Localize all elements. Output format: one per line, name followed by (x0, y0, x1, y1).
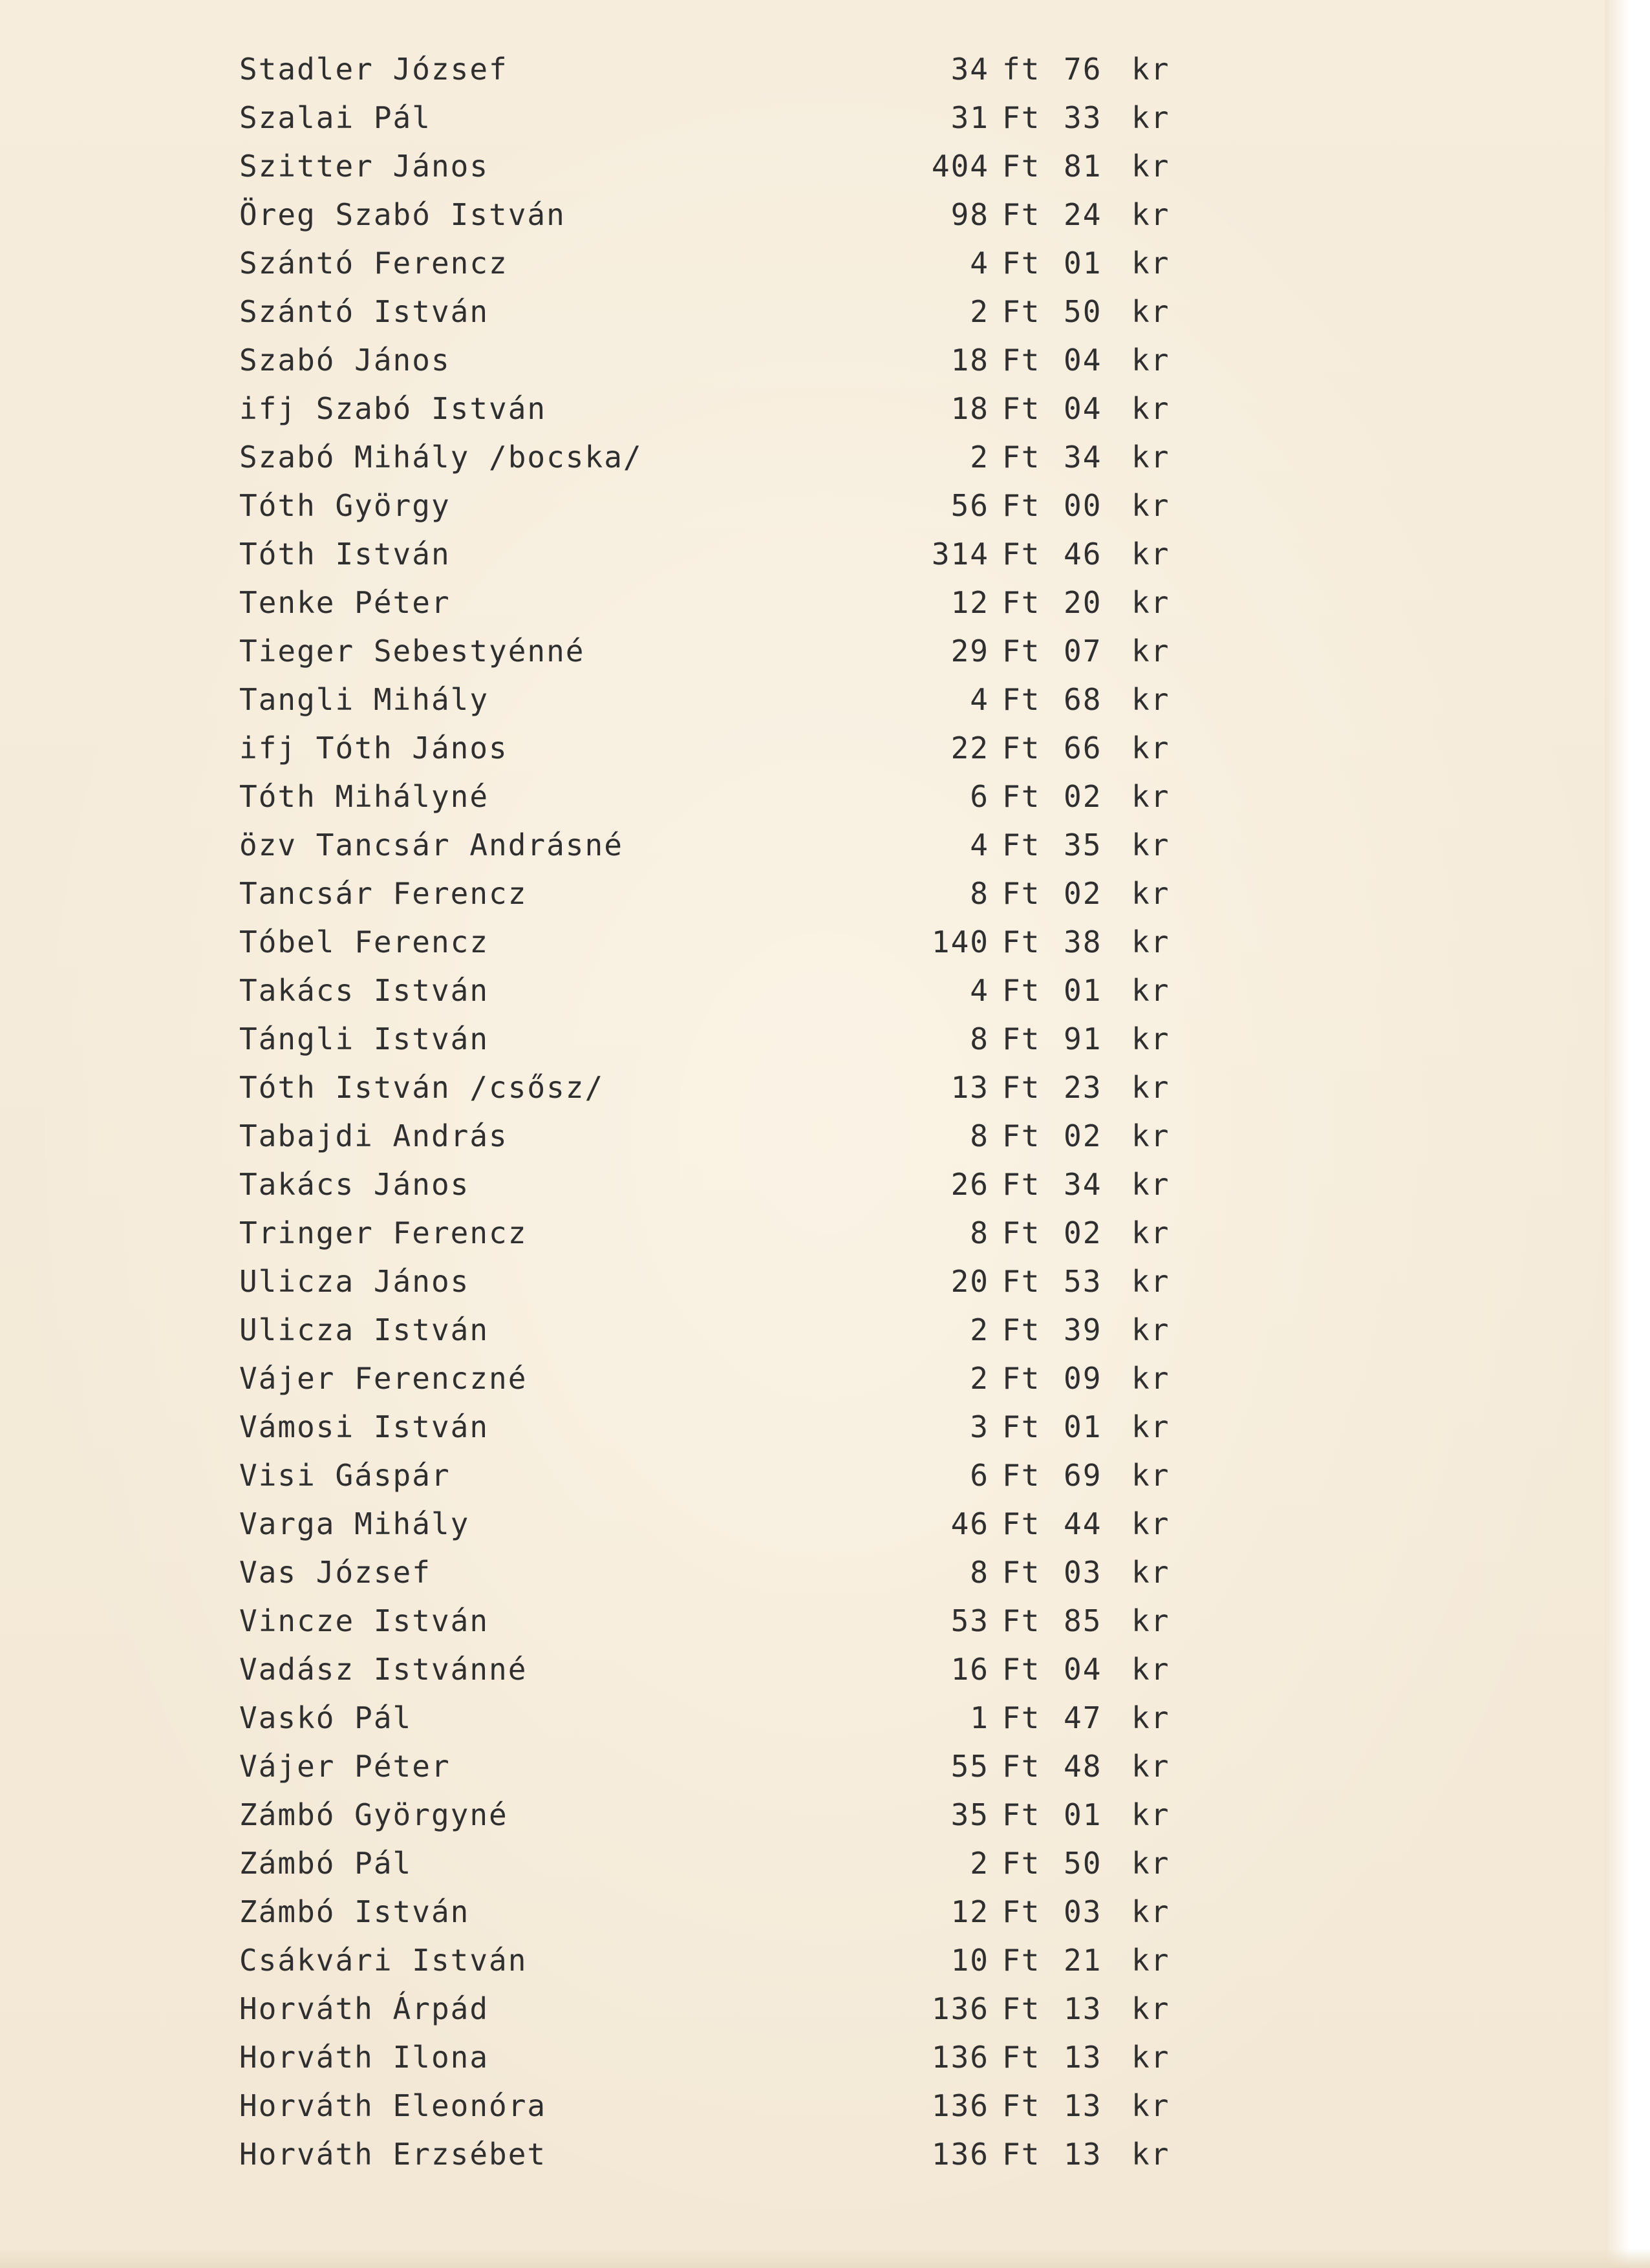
person-name: Visi Gáspár (239, 1458, 451, 1493)
forint-amount: 6 (970, 779, 989, 814)
forint-unit: Ft (1002, 2088, 1041, 2123)
ledger-row (239, 682, 1170, 731)
ledger-row (239, 52, 1170, 100)
ledger-row (239, 100, 1170, 149)
forint-amount: 3 (970, 1409, 989, 1444)
ledger-row (239, 391, 1170, 440)
forint-unit: Ft (1002, 2040, 1041, 2075)
krajcar-amount: 23 (1064, 1070, 1102, 1105)
ledger-list (239, 52, 1170, 2185)
ledger-row (239, 1361, 1170, 1409)
forint-amount: 34 (950, 52, 989, 87)
forint-amount: 12 (950, 585, 989, 620)
forint-unit: Ft (1002, 1022, 1041, 1056)
forint-amount: 4 (970, 682, 989, 717)
forint-amount: 4 (970, 828, 989, 862)
person-name: Stadler József (239, 52, 508, 87)
forint-unit: Ft (1002, 1991, 1041, 2026)
ledger-row (239, 973, 1170, 1022)
forint-unit: Ft (1002, 294, 1041, 329)
forint-amount: 29 (950, 634, 989, 669)
page-edge-bottom (0, 2249, 1650, 2268)
forint-unit: Ft (1002, 1652, 1041, 1687)
krajcar-unit: kr (1131, 488, 1170, 523)
krajcar-amount: 20 (1064, 585, 1102, 620)
person-name: Vadász Istvánné (239, 1652, 528, 1687)
krajcar-amount: 24 (1064, 197, 1102, 232)
krajcar-unit: kr (1131, 149, 1170, 184)
forint-unit: Ft (1002, 1894, 1041, 1929)
krajcar-unit: kr (1131, 100, 1170, 135)
krajcar-amount: 02 (1064, 779, 1102, 814)
forint-amount: 18 (950, 391, 989, 426)
person-name: Tóbel Ferencz (239, 925, 489, 959)
forint-amount: 13 (950, 1070, 989, 1105)
krajcar-unit: kr (1131, 391, 1170, 426)
person-name: Tieger Sebestyénné (239, 634, 585, 669)
krajcar-amount: 04 (1064, 1652, 1102, 1687)
forint-unit: Ft (1002, 731, 1041, 765)
krajcar-unit: kr (1131, 343, 1170, 378)
ledger-row (239, 585, 1170, 634)
forint-amount: 136 (931, 2137, 989, 2172)
ledger-row (239, 1070, 1170, 1118)
forint-amount: 8 (970, 1215, 989, 1250)
krajcar-amount: 01 (1064, 973, 1102, 1008)
ledger-row (239, 1022, 1170, 1070)
krajcar-amount: 04 (1064, 391, 1102, 426)
person-name: Szabó János (239, 343, 451, 378)
ledger-row (239, 731, 1170, 779)
forint-amount: 20 (950, 1264, 989, 1299)
krajcar-amount: 91 (1064, 1022, 1102, 1056)
forint-unit: Ft (1002, 1264, 1041, 1299)
krajcar-unit: kr (1131, 1409, 1170, 1444)
forint-amount: 8 (970, 876, 989, 911)
ledger-row (239, 1409, 1170, 1458)
krajcar-amount: 66 (1064, 731, 1102, 765)
forint-amount: 53 (950, 1603, 989, 1638)
forint-amount: 16 (950, 1652, 989, 1687)
forint-amount: 55 (950, 1749, 989, 1784)
forint-amount: 2 (970, 294, 989, 329)
krajcar-amount: 01 (1064, 246, 1102, 281)
person-name: Takács István (239, 973, 489, 1008)
ledger-row (239, 2088, 1170, 2137)
ledger-row (239, 1894, 1170, 1943)
person-name: Tóth Mihályné (239, 779, 489, 814)
forint-unit: Ft (1002, 488, 1041, 523)
forint-amount: 35 (950, 1797, 989, 1832)
krajcar-unit: kr (1131, 1652, 1170, 1687)
forint-amount: 26 (950, 1167, 989, 1202)
forint-unit: Ft (1002, 440, 1041, 475)
forint-amount: 31 (950, 100, 989, 135)
krajcar-unit: kr (1131, 537, 1170, 572)
ledger-row (239, 1652, 1170, 1700)
krajcar-unit: kr (1131, 1555, 1170, 1590)
forint-unit: Ft (1002, 1215, 1041, 1250)
krajcar-amount: 34 (1064, 1167, 1102, 1202)
krajcar-unit: kr (1131, 634, 1170, 669)
person-name: Szabó Mihály /bocska/ (239, 440, 643, 475)
krajcar-unit: kr (1131, 2088, 1170, 2123)
forint-amount: 2 (970, 1361, 989, 1396)
person-name: Horváth Eleonóra (239, 2088, 547, 2123)
forint-unit: Ft (1002, 1700, 1041, 1735)
forint-amount: 1 (970, 1700, 989, 1735)
person-name: Szántó István (239, 294, 489, 329)
forint-unit: Ft (1002, 1506, 1041, 1541)
krajcar-unit: kr (1131, 2137, 1170, 2172)
forint-unit: Ft (1002, 1846, 1041, 1881)
forint-amount: 12 (950, 1894, 989, 1929)
forint-unit: Ft (1002, 1312, 1041, 1347)
krajcar-amount: 48 (1064, 1749, 1102, 1784)
krajcar-amount: 35 (1064, 828, 1102, 862)
ledger-row (239, 1312, 1170, 1361)
krajcar-amount: 21 (1064, 1943, 1102, 1978)
forint-unit: ft (1002, 52, 1041, 87)
krajcar-amount: 33 (1064, 100, 1102, 135)
krajcar-unit: kr (1131, 1506, 1170, 1541)
ledger-row (239, 1943, 1170, 1991)
ledger-row (239, 1215, 1170, 1264)
person-name: Tangli Mihály (239, 682, 489, 717)
krajcar-unit: kr (1131, 1118, 1170, 1153)
person-name: Tancsár Ferencz (239, 876, 528, 911)
krajcar-unit: kr (1131, 1312, 1170, 1347)
krajcar-amount: 44 (1064, 1506, 1102, 1541)
krajcar-unit: kr (1131, 828, 1170, 862)
ledger-row (239, 197, 1170, 246)
forint-amount: 10 (950, 1943, 989, 1978)
forint-unit: Ft (1002, 537, 1041, 572)
forint-unit: Ft (1002, 876, 1041, 911)
forint-unit: Ft (1002, 973, 1041, 1008)
krajcar-amount: 02 (1064, 1215, 1102, 1250)
krajcar-amount: 04 (1064, 343, 1102, 378)
krajcar-unit: kr (1131, 1215, 1170, 1250)
forint-unit: Ft (1002, 1603, 1041, 1638)
krajcar-amount: 01 (1064, 1797, 1102, 1832)
forint-unit: Ft (1002, 1409, 1041, 1444)
person-name: Horváth Ilona (239, 2040, 489, 2075)
forint-amount: 136 (931, 1991, 989, 2026)
krajcar-amount: 39 (1064, 1312, 1102, 1347)
person-name: Szalai Pál (239, 100, 431, 135)
krajcar-amount: 13 (1064, 2088, 1102, 2123)
forint-amount: 8 (970, 1118, 989, 1153)
ledger-row (239, 876, 1170, 925)
person-name: Tóth György (239, 488, 451, 523)
person-name: Vincze István (239, 1603, 489, 1638)
krajcar-amount: 03 (1064, 1555, 1102, 1590)
krajcar-unit: kr (1131, 1700, 1170, 1735)
krajcar-unit: kr (1131, 1797, 1170, 1832)
person-name: Öreg Szabó István (239, 197, 566, 232)
person-name: Zámbó Pál (239, 1846, 412, 1881)
ledger-row (239, 537, 1170, 585)
krajcar-amount: 53 (1064, 1264, 1102, 1299)
krajcar-unit: kr (1131, 1603, 1170, 1638)
forint-amount: 4 (970, 246, 989, 281)
krajcar-unit: kr (1131, 1022, 1170, 1056)
forint-amount: 404 (931, 149, 989, 184)
krajcar-unit: kr (1131, 731, 1170, 765)
forint-unit: Ft (1002, 343, 1041, 378)
ledger-row (239, 343, 1170, 391)
forint-amount: 2 (970, 1846, 989, 1881)
ledger-row (239, 925, 1170, 973)
forint-unit: Ft (1002, 246, 1041, 281)
forint-unit: Ft (1002, 925, 1041, 959)
page-edge-right (1605, 0, 1650, 2268)
person-name: Tenke Péter (239, 585, 451, 620)
forint-unit: Ft (1002, 682, 1041, 717)
krajcar-unit: kr (1131, 197, 1170, 232)
krajcar-unit: kr (1131, 2040, 1170, 2075)
krajcar-amount: 09 (1064, 1361, 1102, 1396)
ledger-row (239, 1846, 1170, 1894)
forint-unit: Ft (1002, 1118, 1041, 1153)
ledger-row (239, 634, 1170, 682)
krajcar-amount: 76 (1064, 52, 1102, 87)
person-name: Zámbó István (239, 1894, 470, 1929)
krajcar-amount: 46 (1064, 537, 1102, 572)
krajcar-unit: kr (1131, 246, 1170, 281)
ledger-row (239, 488, 1170, 537)
person-name: Vájer Ferenczné (239, 1361, 528, 1396)
krajcar-unit: kr (1131, 682, 1170, 717)
person-name: Zámbó Györgyné (239, 1797, 508, 1832)
krajcar-unit: kr (1131, 1894, 1170, 1929)
forint-amount: 4 (970, 973, 989, 1008)
krajcar-amount: 07 (1064, 634, 1102, 669)
forint-amount: 56 (950, 488, 989, 523)
forint-amount: 46 (950, 1506, 989, 1541)
person-name: Ulicza János (239, 1264, 470, 1299)
person-name: Tángli István (239, 1022, 489, 1056)
krajcar-unit: kr (1131, 925, 1170, 959)
person-name: Vájer Péter (239, 1749, 451, 1784)
krajcar-unit: kr (1131, 973, 1170, 1008)
krajcar-amount: 85 (1064, 1603, 1102, 1638)
forint-amount: 8 (970, 1555, 989, 1590)
krajcar-amount: 47 (1064, 1700, 1102, 1735)
person-name: ifj Tóth János (239, 731, 508, 765)
person-name: Varga Mihály (239, 1506, 470, 1541)
forint-unit: Ft (1002, 779, 1041, 814)
ledger-row (239, 294, 1170, 343)
krajcar-amount: 03 (1064, 1894, 1102, 1929)
person-name: Szitter János (239, 149, 489, 184)
forint-unit: Ft (1002, 2137, 1041, 2172)
ledger-row (239, 246, 1170, 294)
krajcar-unit: kr (1131, 876, 1170, 911)
forint-unit: Ft (1002, 197, 1041, 232)
forint-amount: 8 (970, 1022, 989, 1056)
krajcar-unit: kr (1131, 440, 1170, 475)
ledger-row (239, 1797, 1170, 1846)
forint-amount: 314 (931, 537, 989, 572)
ledger-row (239, 1118, 1170, 1167)
krajcar-unit: kr (1131, 1458, 1170, 1493)
ledger-row (239, 1167, 1170, 1215)
ledger-row (239, 440, 1170, 488)
ledger-row (239, 1506, 1170, 1555)
krajcar-amount: 13 (1064, 2137, 1102, 2172)
krajcar-amount: 68 (1064, 682, 1102, 717)
forint-amount: 18 (950, 343, 989, 378)
forint-unit: Ft (1002, 1458, 1041, 1493)
ledger-row (239, 1991, 1170, 2040)
ledger-row (239, 2137, 1170, 2185)
krajcar-amount: 13 (1064, 1991, 1102, 2026)
krajcar-unit: kr (1131, 294, 1170, 329)
person-name: Tóth István (239, 537, 451, 572)
ledger-row (239, 2040, 1170, 2088)
person-name: ifj Szabó István (239, 391, 547, 426)
krajcar-unit: kr (1131, 1749, 1170, 1784)
krajcar-unit: kr (1131, 585, 1170, 620)
ledger-row (239, 1458, 1170, 1506)
krajcar-amount: 02 (1064, 1118, 1102, 1153)
forint-unit: Ft (1002, 634, 1041, 669)
person-name: Tóth István /csősz/ (239, 1070, 605, 1105)
forint-amount: 6 (970, 1458, 989, 1493)
person-name: Tabajdi András (239, 1118, 508, 1153)
krajcar-amount: 13 (1064, 2040, 1102, 2075)
person-name: Tringer Ferencz (239, 1215, 528, 1250)
ledger-row (239, 1555, 1170, 1603)
forint-unit: Ft (1002, 1943, 1041, 1978)
forint-unit: Ft (1002, 149, 1041, 184)
person-name: Takács János (239, 1167, 470, 1202)
krajcar-unit: kr (1131, 1167, 1170, 1202)
person-name: Csákvári István (239, 1943, 528, 1978)
forint-amount: 2 (970, 1312, 989, 1347)
krajcar-unit: kr (1131, 1991, 1170, 2026)
forint-amount: 22 (950, 731, 989, 765)
krajcar-unit: kr (1131, 779, 1170, 814)
forint-amount: 136 (931, 2088, 989, 2123)
krajcar-unit: kr (1131, 1361, 1170, 1396)
krajcar-amount: 81 (1064, 149, 1102, 184)
forint-unit: Ft (1002, 1361, 1041, 1396)
krajcar-unit: kr (1131, 1846, 1170, 1881)
person-name: Horváth Erzsébet (239, 2137, 547, 2172)
krajcar-unit: kr (1131, 1070, 1170, 1105)
ledger-row (239, 149, 1170, 197)
person-name: Vaskó Pál (239, 1700, 412, 1735)
krajcar-unit: kr (1131, 52, 1170, 87)
forint-unit: Ft (1002, 1749, 1041, 1784)
krajcar-amount: 38 (1064, 925, 1102, 959)
forint-amount: 98 (950, 197, 989, 232)
krajcar-unit: kr (1131, 1943, 1170, 1978)
krajcar-amount: 00 (1064, 488, 1102, 523)
krajcar-amount: 01 (1064, 1409, 1102, 1444)
krajcar-amount: 50 (1064, 1846, 1102, 1881)
forint-unit: Ft (1002, 391, 1041, 426)
krajcar-amount: 50 (1064, 294, 1102, 329)
ledger-row (239, 1749, 1170, 1797)
person-name: Ulicza István (239, 1312, 489, 1347)
krajcar-amount: 02 (1064, 876, 1102, 911)
ledger-row (239, 1700, 1170, 1749)
person-name: Horváth Árpád (239, 1991, 489, 2026)
forint-unit: Ft (1002, 585, 1041, 620)
forint-unit: Ft (1002, 1797, 1041, 1832)
krajcar-unit: kr (1131, 1264, 1170, 1299)
ledger-row (239, 1603, 1170, 1652)
forint-unit: Ft (1002, 828, 1041, 862)
ledger-row (239, 779, 1170, 828)
forint-amount: 140 (931, 925, 989, 959)
ledger-row (239, 1264, 1170, 1312)
forint-unit: Ft (1002, 1555, 1041, 1590)
forint-unit: Ft (1002, 1167, 1041, 1202)
forint-unit: Ft (1002, 100, 1041, 135)
krajcar-amount: 34 (1064, 440, 1102, 475)
krajcar-amount: 69 (1064, 1458, 1102, 1493)
forint-amount: 136 (931, 2040, 989, 2075)
person-name: Szántó Ferencz (239, 246, 508, 281)
forint-amount: 2 (970, 440, 989, 475)
person-name: Vas József (239, 1555, 431, 1590)
forint-unit: Ft (1002, 1070, 1041, 1105)
ledger-row (239, 828, 1170, 876)
person-name: Vámosi István (239, 1409, 489, 1444)
person-name: özv Tancsár Andrásné (239, 828, 623, 862)
